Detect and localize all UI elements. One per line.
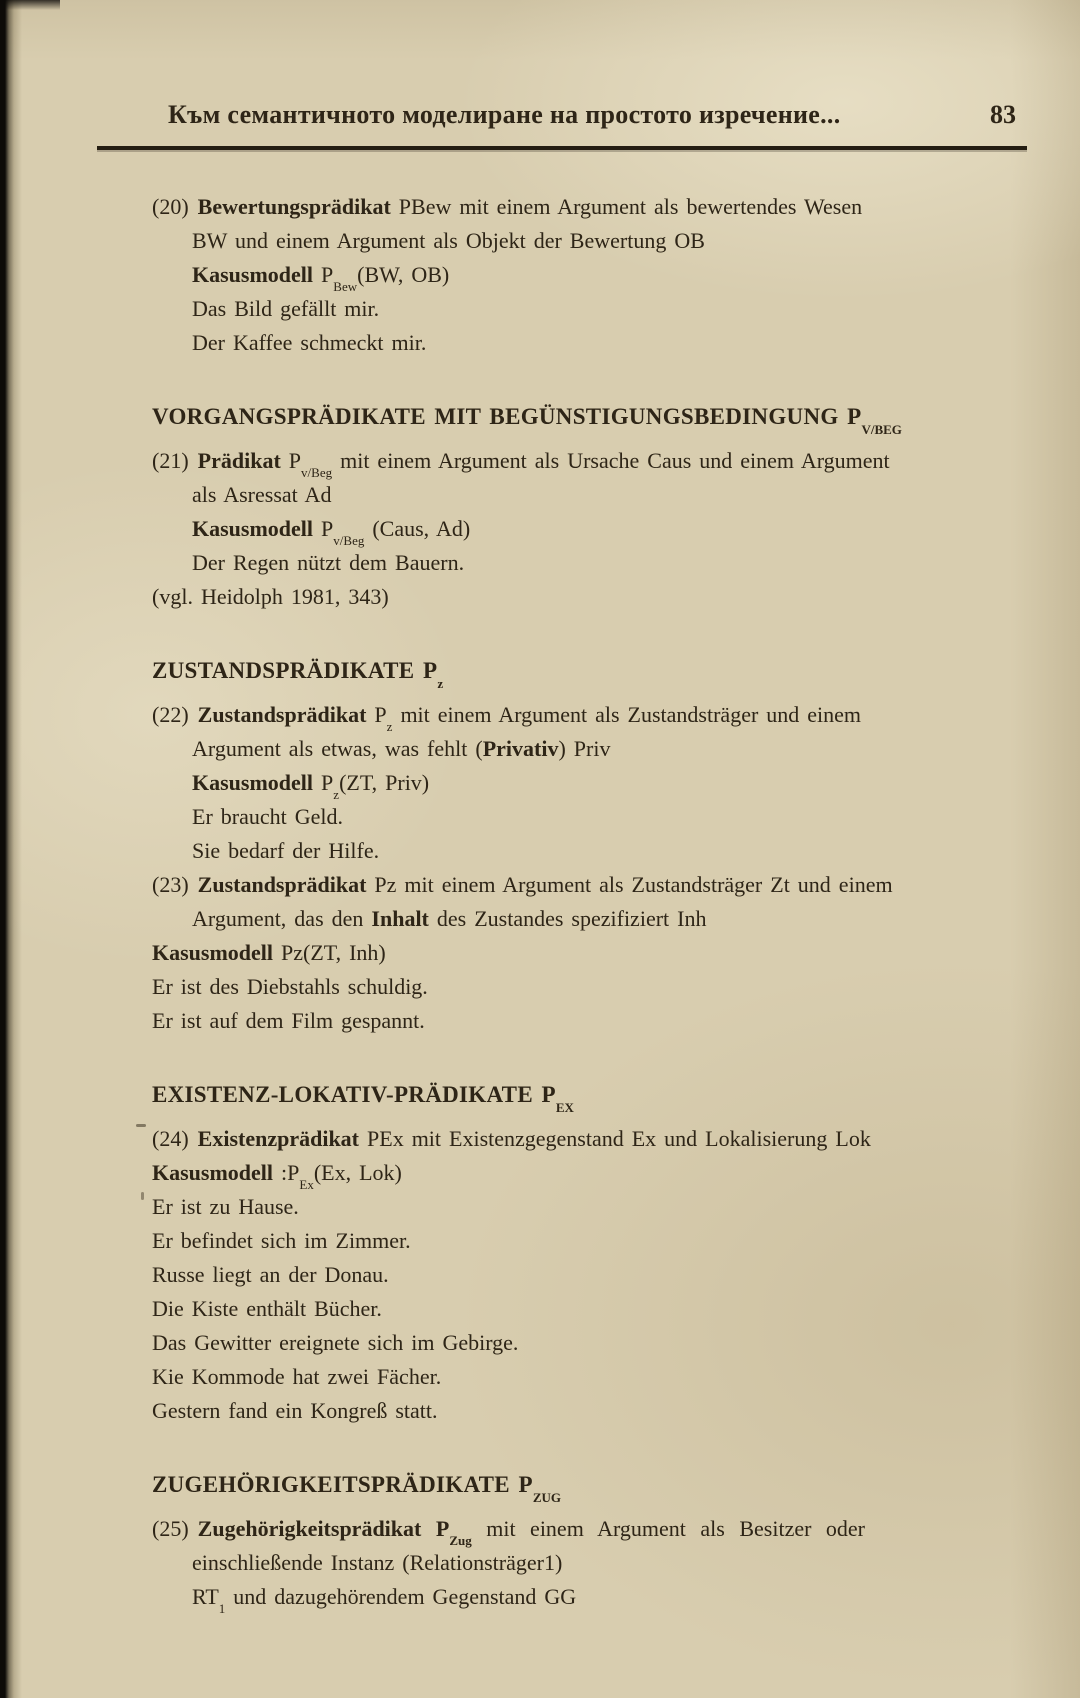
- text-line: [152, 936, 1012, 970]
- subscript: Bew: [333, 279, 358, 295]
- entry-number: (23): [152, 872, 189, 897]
- entry-number: (22): [152, 702, 189, 727]
- text-line: [152, 478, 1012, 512]
- subscript: EX: [555, 1099, 574, 1115]
- text-segment: (Caus, Ad): [364, 516, 471, 541]
- text-line: [152, 224, 1012, 258]
- text-segment: mit einem Argument als Ursache Caus und einem Argument: [332, 448, 890, 473]
- entry-number: (21): [152, 448, 189, 473]
- subscript: ZUG: [532, 1489, 562, 1505]
- text-segment: :P: [281, 1160, 300, 1185]
- text-line: [152, 1580, 1012, 1617]
- text-line: [152, 326, 1012, 360]
- entry: [152, 190, 1012, 360]
- text-segment: Inhalt: [371, 906, 429, 931]
- subscript: z: [386, 719, 393, 735]
- header-rule: [97, 146, 1027, 150]
- text-segment: ZUGEHÖRIGKEITSPRÄDIKATE P: [152, 1472, 533, 1497]
- text-segment: Kasusmodell: [152, 940, 282, 965]
- text-segment: (vgl. Heidolph 1981, 343): [152, 584, 389, 609]
- text-segment: Russe liegt an der Donau.: [152, 1262, 389, 1287]
- text-segment: Gestern fand ein Kongreß statt.: [152, 1398, 438, 1423]
- text-line: [152, 1326, 1012, 1360]
- text-line: [152, 1258, 1012, 1292]
- section-heading: [152, 1468, 1012, 1505]
- text-segment: (Ex, Lok): [313, 1160, 402, 1185]
- entry-number: (20): [152, 194, 189, 219]
- text-line: [152, 1512, 1012, 1549]
- text-segment: Der Kaffee schmeckt mir.: [192, 330, 427, 355]
- text-segment: VORGANGSPRÄDIKATE MIT BEGÜNSTIGUNGSBEDINGUNG P: [152, 404, 862, 429]
- section-heading: [152, 1078, 1012, 1115]
- text-line: [152, 512, 1012, 549]
- text-segment: P: [374, 702, 387, 727]
- subscript: V/BEG: [861, 421, 902, 437]
- text-segment: Bewertungsprädikat: [197, 194, 399, 219]
- text-segment: Privativ: [482, 736, 559, 761]
- subscript: z: [437, 675, 444, 691]
- text-segment: mit einem Argument als Besitzer oder: [471, 1516, 866, 1541]
- page-number: 83: [990, 100, 1016, 129]
- text-segment: Der Regen nützt dem Bauern.: [192, 550, 465, 575]
- text-line: [152, 1156, 1012, 1193]
- section-heading: [152, 400, 1012, 437]
- entry-number: (24): [152, 1126, 189, 1151]
- entry: [152, 868, 1012, 1038]
- section-heading: [152, 654, 1012, 691]
- text-segment: Er befindet sich im Zimmer.: [152, 1228, 411, 1253]
- text-segment: einschließende Instanz (Relationsträger1): [192, 1550, 563, 1575]
- text-segment: und dazugehörendem Gegenstand GG: [225, 1584, 577, 1609]
- text-line: [152, 902, 1012, 936]
- text-segment: Kasusmodell: [152, 1160, 282, 1185]
- text-line: [152, 1224, 1012, 1258]
- subscript: Ex: [299, 1177, 314, 1193]
- text-segment: P: [288, 448, 302, 473]
- text-segment: EXISTENZ-LOKATIV-PRÄDIKATE P: [152, 1082, 556, 1107]
- text-segment: PBew mit einem Argument als bewertendes Wesen: [398, 194, 863, 219]
- text-segment: (ZT, Priv): [339, 770, 430, 795]
- text-segment: Das Gewitter ereignete sich im Gebirge.: [152, 1330, 519, 1355]
- text-line: [152, 1360, 1012, 1394]
- text-line: [152, 698, 1012, 735]
- text-segment: des Zustandes spezifiziert Inh: [428, 906, 707, 931]
- text-segment: P: [321, 516, 334, 541]
- running-title: Към семантичното моделиране на простото изречение...: [168, 100, 841, 129]
- text-segment: BW und einem Argument als Objekt der Bewertung OB: [192, 228, 705, 253]
- text-line: [152, 732, 1012, 766]
- text-segment: Sie bedarf der Hilfe.: [192, 838, 380, 863]
- text-segment: P: [435, 1516, 450, 1541]
- page-body: [152, 190, 1012, 1617]
- text-segment: Die Kiste enthält Bücher.: [152, 1296, 382, 1321]
- text-segment: Kasusmodell: [192, 262, 322, 287]
- text-segment: Er ist zu Hause.: [152, 1194, 299, 1219]
- text-segment: Prädikat: [197, 448, 289, 473]
- text-segment: Er braucht Geld.: [192, 804, 343, 829]
- text-segment: Er ist auf dem Film gespannt.: [152, 1008, 425, 1033]
- subscript: v/Beg: [333, 533, 365, 549]
- entry: [152, 698, 1012, 868]
- entry: [152, 1512, 1012, 1617]
- text-line: [152, 546, 1012, 580]
- text-line: [152, 258, 1012, 295]
- text-line: [152, 1122, 1012, 1156]
- page-top-shadow: [0, 0, 60, 10]
- text-line: [152, 1004, 1012, 1038]
- text-line: [152, 766, 1012, 803]
- text-segment: P: [321, 770, 334, 795]
- text-segment: Kasusmodell: [192, 516, 322, 541]
- text-segment: (BW, OB): [357, 262, 450, 287]
- text-segment: Zustandsprädikat: [197, 872, 375, 897]
- text-line: [152, 800, 1012, 834]
- text-segment: ) Priv: [558, 736, 611, 761]
- text-segment: als Asressat Ad: [192, 482, 332, 507]
- text-line: [152, 970, 1012, 1004]
- text-segment: Zugehörigkeitsprädikat: [197, 1516, 436, 1541]
- text-segment: PEx mit Existenzgegenstand Ex und Lokalisierung Lok: [367, 1126, 871, 1151]
- entry: [152, 444, 1012, 614]
- entry: [152, 1122, 1012, 1428]
- text-segment: Pz(ZT, Inh): [281, 940, 386, 965]
- text-line: [152, 444, 1012, 481]
- text-line: [152, 1190, 1012, 1224]
- subscript: z: [333, 787, 340, 803]
- text-segment: ZUSTANDSPRÄDIKATE P: [152, 658, 438, 683]
- text-segment: Kie Kommode hat zwei Fächer.: [152, 1364, 442, 1389]
- text-line: [152, 292, 1012, 326]
- text-line: [152, 580, 1012, 614]
- text-segment: Kasusmodell: [192, 770, 322, 795]
- text-line: [152, 834, 1012, 868]
- text-segment: Pz mit einem Argument als Zustandsträger Zt und einem: [374, 872, 893, 897]
- text-segment: Argument, das den: [192, 906, 372, 931]
- text-line: [152, 1292, 1012, 1326]
- page-edge-shadow: [0, 0, 22, 1698]
- text-segment: mit einem Argument als Zustandsträger und einem: [392, 702, 862, 727]
- text-segment: Existenzprädikat: [197, 1126, 368, 1151]
- scan-artifact-dash: [136, 1124, 146, 1127]
- text-segment: Er ist des Diebstahls schuldig.: [152, 974, 428, 999]
- text-line: [152, 1394, 1012, 1428]
- text-line: [152, 1546, 1012, 1580]
- text-segment: Das Bild gefällt mir.: [192, 296, 380, 321]
- text-line: [152, 868, 1012, 902]
- entry-number: (25): [152, 1516, 189, 1541]
- subscript: Zug: [449, 1533, 472, 1549]
- text-segment: RT: [192, 1584, 219, 1609]
- text-segment: P: [321, 262, 334, 287]
- subscript: 1: [218, 1601, 226, 1617]
- text-segment: Argument als etwas, was fehlt (: [192, 736, 483, 761]
- subscript: v/Beg: [301, 465, 333, 481]
- scan-artifact-tick: [141, 1192, 144, 1200]
- text-line: [152, 190, 1012, 224]
- text-segment: Zustandsprädikat: [197, 702, 375, 727]
